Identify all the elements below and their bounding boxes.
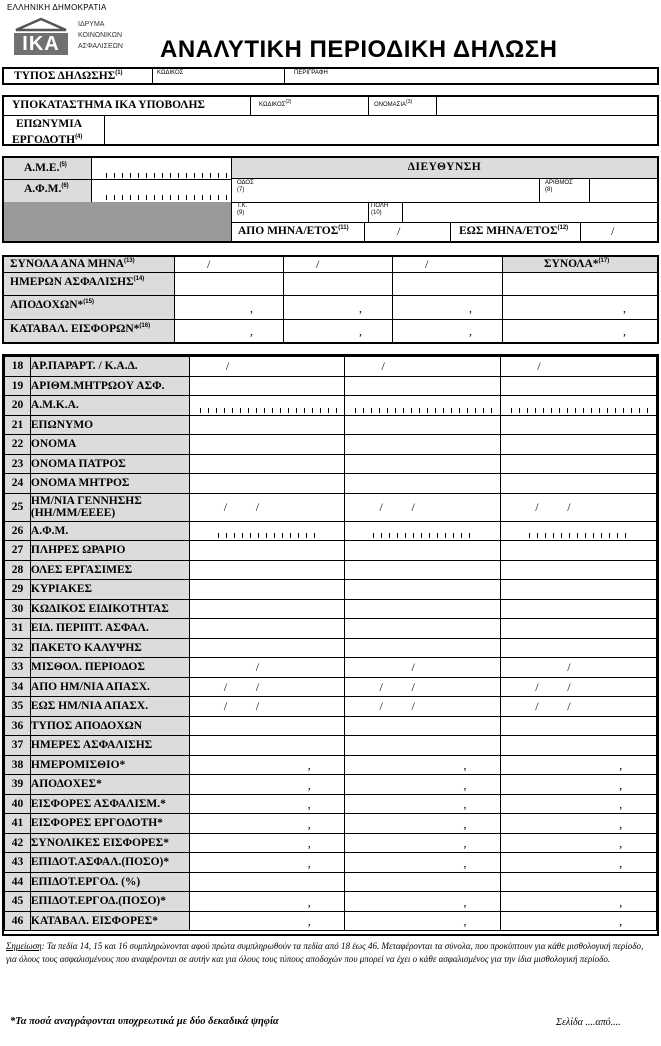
employee-row-34 [5, 677, 657, 697]
employee-row-21 [5, 415, 657, 435]
employee-2-field[interactable] [345, 454, 501, 474]
earnings-month3[interactable]: , [469, 301, 472, 315]
row-label: ΚΩΔΙΚΟΣ ΕΙΔΙΚΟΤΗΤΑΣ [30, 599, 189, 619]
paid-contributions-label [10, 323, 150, 335]
insured-days-label [10, 276, 144, 288]
earnings-month1[interactable]: , [250, 301, 253, 315]
employee-row-29 [5, 580, 657, 600]
note [6, 940, 656, 966]
afm-sup: (6) [61, 183, 69, 190]
row-number: 28 [5, 560, 31, 580]
employer-name-text: ΕΡΓΟΔΟΤΗ [12, 133, 76, 146]
employee-3-field[interactable] [501, 599, 657, 619]
employee-2-field[interactable]: , [345, 775, 501, 795]
type-code-field[interactable] [153, 69, 283, 83]
employee-row-30 [5, 599, 657, 619]
employee-3-field[interactable] [501, 560, 657, 580]
row-label: ΑΡΙΘΜ.ΜΗΤΡΩΟΥ ΑΣΦ. [30, 376, 189, 396]
employee-row-41 [5, 814, 657, 834]
employee-3-field[interactable]: / / [501, 493, 657, 521]
employee-3-field[interactable]: , [501, 892, 657, 912]
row-number: 18 [5, 357, 31, 377]
employee-3-field[interactable] [501, 415, 657, 435]
employee-row-26 [5, 521, 657, 541]
row-number: 19 [5, 376, 31, 396]
amounts-footnote: *Τα ποσά αναγράφονται υποχρεωτικά με δύο δεκαδικά ψηφία [10, 1016, 279, 1027]
branch-name-sup: (3) [406, 99, 413, 105]
employee-row-22 [5, 435, 657, 455]
row-number: 24 [5, 474, 31, 494]
row-number: 38 [5, 755, 31, 775]
insured-days-month3[interactable] [393, 273, 501, 295]
institute-line-3: ΑΣΦΑΛΙΣΕΩΝ [78, 43, 123, 50]
branch-code-text: ΚΩΔΙΚΟΣ [259, 102, 286, 108]
row-number: 32 [5, 638, 31, 658]
row-number: 22 [5, 435, 31, 455]
ame-label [24, 162, 67, 174]
to-month-label [459, 225, 568, 237]
employee-1-field[interactable]: , [189, 892, 345, 912]
row-label: ΟΛΕΣ ΕΡΓΑΣΙΜΕΣ [30, 560, 189, 580]
employee-2-field[interactable] [345, 638, 501, 658]
city-text: ΠΟΛΗ [371, 203, 389, 209]
grand-totals-label [544, 258, 609, 270]
page-title: ΑΝΑΛΥΤΙΚΗ ΠΕΡΙΟΔΙΚΗ ΔΗΛΩΣΗ [160, 36, 558, 63]
employer-name-sup: (4) [75, 134, 83, 140]
row-label: Α.Μ.Κ.Α. [30, 396, 189, 416]
employee-2-field[interactable] [345, 599, 501, 619]
zip-text: Τ.Κ. [237, 203, 248, 209]
row-number: 26 [5, 521, 31, 541]
to-month-sup: (12) [557, 225, 569, 232]
row-number: 25 [5, 493, 31, 521]
declaration-type-box [2, 67, 659, 85]
employee-row-40 [5, 794, 657, 814]
row-number: 43 [5, 853, 31, 873]
row-label: ΑΡ.ΠΑΡΑΡΤ. / Κ.Α.Δ. [30, 357, 189, 377]
insured-days-total[interactable] [503, 273, 657, 295]
row-label: ΕΩΣ ΗΜ/ΝΙΑ ΑΠΑΣΧ. [30, 697, 189, 717]
row-number: 46 [5, 911, 31, 931]
earnings-label [10, 299, 94, 311]
totals-box: ΣΥΝΟΛΑ ΑΝΑ ΜΗΝΑ$^{(13)}$ ΣΥΝΟΛΑ*$^{(17)}$ / / / ΗΜΕΡΩΝ ΑΣΦΑΛΙΣΗΣ$^{(14)}$ ΑΠΟΔΟΧΩΝ*$^{(15)}$ , , , , ΚΑΤΑΒΑΛ. ΕΙΣΦΟΡΩΝ*$^{(16)}$ , , , , [2, 255, 659, 344]
city-sup: (10) [371, 210, 382, 216]
earnings-month2[interactable]: , [359, 301, 362, 315]
zip-sup: (9) [237, 210, 245, 216]
row-number: 36 [5, 716, 31, 736]
employee-1-field[interactable]: / / [189, 677, 345, 697]
row-label: ΚΑΤΑΒΑΛ. ΕΙΣΦΟΡΕΣ* [30, 911, 189, 931]
employee-row-20 [5, 396, 657, 416]
employee-2-field[interactable] [345, 580, 501, 600]
from-month-text: ΑΠΟ ΜΗΝΑ/ΕΤΟΣ [238, 225, 339, 237]
row-label: ΟΝΟΜΑ [30, 435, 189, 455]
employee-row-25 [5, 493, 657, 521]
employee-1-field[interactable]: / [189, 357, 345, 377]
employee-2-field[interactable]: / / [345, 493, 501, 521]
grand-totals-text: ΣΥΝΟΛΑ* [544, 258, 599, 270]
employee-3-field[interactable] [501, 580, 657, 600]
employee-1-field[interactable]: , [189, 775, 345, 795]
employee-3-field[interactable] [501, 521, 657, 541]
employee-1-field[interactable] [189, 435, 345, 455]
employee-3-field[interactable] [501, 541, 657, 561]
employee-2-field[interactable]: , [345, 892, 501, 912]
employer-name-label-line1: ΕΠΩΝΥΜΙΑ [16, 118, 83, 130]
employer-name-label [12, 118, 82, 147]
paid-contributions-text: ΚΑΤΑΒΑΛ. ΕΙΣΦΟΡΩΝ* [10, 323, 140, 335]
employee-2-field[interactable] [345, 872, 501, 892]
employee-2-field[interactable]: / / [345, 697, 501, 717]
branch-code-field[interactable] [251, 97, 367, 115]
employee-3-field[interactable] [501, 736, 657, 756]
employee-3-field[interactable] [501, 619, 657, 639]
row-label-line2: (ΗΗ/ΜΜ/ΕΕΕΕ) [30, 507, 116, 519]
row-label: ΕΠΙΔΟΤ.ΑΣΦΑΛ.(ΠΟΣΟ)* [30, 853, 189, 873]
row-label: ΑΠΟΔΟΧΕΣ* [30, 775, 189, 795]
paid-contributions-sup: (16) [139, 323, 151, 330]
employee-1-field[interactable]: , [189, 833, 345, 853]
paid-contributions-total[interactable]: , [623, 324, 626, 338]
employee-row-27 [5, 541, 657, 561]
employee-3-field[interactable] [501, 454, 657, 474]
employee-1-field[interactable] [189, 376, 345, 396]
type-code-label: ΚΩΔΙΚΟΣ [157, 70, 184, 76]
totals-per-month-sup: (13) [123, 258, 135, 265]
institute-name [78, 19, 123, 52]
row-label: ΣΥΝΟΛΙΚΕΣ ΕΙΣΦΟΡΕΣ* [30, 833, 189, 853]
employee-2-field[interactable] [345, 435, 501, 455]
row-number: 31 [5, 619, 31, 639]
row-label [30, 493, 189, 521]
employee-2-field[interactable]: / [345, 658, 501, 678]
note-text: : Τα πεδία 14, 15 και 16 συμπληρώνονται αφού πρώτα συμπληρωθούν τα πεδία από 18 έως 46. Μεταφέρονται τα σύνολα, που προκύπτουν για κάθε μισθολογική περίοδο, για όλους τους ασφαλισμένους που αναφέρονται σε αυτήν και για όλους τους τύπους αποδοχών που μπορεί να έχει ο κάθε ασφαλισμένος για την ίδια μισθολογική περίοδο. [6, 941, 644, 964]
street-number-field[interactable] [590, 179, 657, 201]
row-number: 30 [5, 599, 31, 619]
street-sup: (7) [237, 187, 245, 193]
ame-sup: (5) [59, 162, 67, 169]
totals-per-month-label [10, 258, 135, 270]
row-label: Α.Φ.Μ. [30, 521, 189, 541]
row-number: 20 [5, 396, 31, 416]
employee-1-field[interactable] [189, 454, 345, 474]
employer-shaded-area [4, 202, 231, 241]
row-label-line1: ΗΜ/ΝΙΑ ΓΕΝΝΗΣΗΣ [30, 495, 142, 507]
employee-1-field[interactable]: , [189, 755, 345, 775]
employee-3-field[interactable]: , [501, 755, 657, 775]
employee-2-field[interactable] [345, 619, 501, 639]
employee-row-42 [5, 833, 657, 853]
employee-1-field[interactable] [189, 872, 345, 892]
from-month-label [238, 225, 349, 237]
row-label: ΕΠΩΝΥΜΟ [30, 415, 189, 435]
employee-row-46 [5, 911, 657, 931]
declaration-type-text: ΤΥΠΟΣ ΔΗΛΩΣΗΣ [14, 70, 116, 82]
branch-code-sup: (2) [285, 99, 292, 105]
row-label: ΟΝΟΜΑ ΜΗΤΡΟΣ [30, 474, 189, 494]
totals-per-month-text: ΣΥΝΟΛΑ ΑΝΑ ΜΗΝΑ [10, 258, 124, 270]
row-number: 37 [5, 736, 31, 756]
employer-name-label-line2 [12, 131, 82, 147]
row-number: 34 [5, 677, 31, 697]
employee-row-38 [5, 755, 657, 775]
earnings-total[interactable]: , [623, 301, 626, 315]
employee-1-field[interactable] [189, 415, 345, 435]
employee-row-23 [5, 454, 657, 474]
employee-3-field[interactable] [501, 638, 657, 658]
ika-logo [12, 15, 70, 57]
employee-1-field[interactable]: / / [189, 493, 345, 521]
employee-2-field[interactable]: , [345, 853, 501, 873]
employee-2-field[interactable] [345, 716, 501, 736]
from-month-sup: (11) [338, 225, 349, 232]
employee-1-field[interactable]: , [189, 911, 345, 931]
insured-days-sup: (14) [133, 276, 145, 283]
branch-name-text: ΟΝΟΜΑΣΙΑ [374, 102, 407, 108]
insured-days-text: ΗΜΕΡΩΝ ΑΣΦΑΛΙΣΗΣ [10, 276, 134, 288]
earnings-sup: (15) [83, 299, 94, 306]
employee-row-35 [5, 697, 657, 717]
row-label: ΟΝΟΜΑ ΠΑΤΡΟΣ [30, 454, 189, 474]
employee-1-field[interactable] [189, 638, 345, 658]
row-number: 42 [5, 833, 31, 853]
paid-contributions-month1[interactable]: , [250, 324, 253, 338]
employee-row-44 [5, 872, 657, 892]
branch-name-field[interactable] [369, 97, 657, 115]
employee-3-field[interactable]: , [501, 814, 657, 834]
employee-1-field[interactable]: / [189, 658, 345, 678]
institute-line-2: ΚΟΙΝΩΝΙΚΩΝ [78, 32, 123, 39]
employee-1-field[interactable]: , [189, 814, 345, 834]
employee-row-19 [5, 376, 657, 396]
employer-name-field[interactable] [105, 116, 657, 144]
to-month-field[interactable]: / [611, 224, 615, 238]
employee-1-field[interactable] [189, 716, 345, 736]
employee-3-field[interactable] [501, 396, 657, 416]
paid-contributions-month2[interactable]: , [359, 324, 362, 338]
employee-2-field[interactable]: , [345, 911, 501, 931]
row-number: 33 [5, 658, 31, 678]
employee-1-field[interactable] [189, 474, 345, 494]
branch-box [2, 95, 659, 146]
insured-days-month1[interactable] [175, 273, 282, 295]
to-month-text: ΕΩΣ ΜΗΝΑ/ΕΤΟΣ [459, 225, 558, 237]
employee-2-field[interactable]: , [345, 794, 501, 814]
afm-text: Α.Φ.Μ. [24, 183, 62, 195]
row-label: ΕΠΙΔΟΤ.ΕΡΓΟΔ. (%) [30, 872, 189, 892]
employee-2-field[interactable] [345, 521, 501, 541]
employee-2-field[interactable] [345, 736, 501, 756]
ame-text: Α.Μ.Ε. [24, 162, 60, 174]
paid-contributions-month3[interactable]: , [469, 324, 472, 338]
employee-3-field[interactable]: , [501, 794, 657, 814]
row-label: ΗΜΕΡΟΜΙΣΘΙΟ* [30, 755, 189, 775]
employee-1-field[interactable] [189, 580, 345, 600]
employee-2-field[interactable]: , [345, 833, 501, 853]
ika-logo-text: ΙΚΑ [22, 33, 60, 55]
note-heading: Σημείωση [6, 941, 42, 951]
employee-3-field[interactable]: , [501, 833, 657, 853]
street-number-label [545, 180, 573, 194]
row-number: 29 [5, 580, 31, 600]
row-number: 45 [5, 892, 31, 912]
employee-3-field[interactable]: , [501, 911, 657, 931]
row-label: ΜΙΣΘΟΛ. ΠΕΡΙΟΔΟΣ [30, 658, 189, 678]
employee-3-field[interactable] [501, 716, 657, 736]
employee-3-field[interactable]: , [501, 853, 657, 873]
employee-2-field[interactable] [345, 560, 501, 580]
employee-1-field[interactable]: , [189, 853, 345, 873]
row-number: 23 [5, 454, 31, 474]
employee-row-39 [5, 775, 657, 795]
employee-row-32 [5, 638, 657, 658]
employee-3-field[interactable] [501, 376, 657, 396]
row-number: 44 [5, 872, 31, 892]
from-month-field[interactable]: / [397, 224, 401, 238]
row-number: 41 [5, 814, 31, 834]
employee-grid [4, 356, 657, 931]
employee-2-field[interactable] [345, 396, 501, 416]
row-label: ΕΠΙΔΟΤ.ΕΡΓΟΔ.(ΠΟΣΟ)* [30, 892, 189, 912]
street-number-sup: (8) [545, 187, 553, 193]
city-field[interactable] [403, 203, 657, 222]
employee-3-field[interactable] [501, 474, 657, 494]
row-label: ΕΙΔ. ΠΕΡΙΠΤ. ΑΣΦΑΛ. [30, 619, 189, 639]
employee-2-field[interactable]: , [345, 755, 501, 775]
row-label: ΑΠΟ ΗΜ/ΝΙΑ ΑΠΑΣΧ. [30, 677, 189, 697]
employee-row-43 [5, 853, 657, 873]
employer-box [2, 156, 659, 243]
employee-2-field[interactable]: / / [345, 677, 501, 697]
employee-1-field[interactable]: , [189, 794, 345, 814]
city-label [371, 203, 388, 217]
street-field[interactable] [232, 179, 538, 201]
row-number: 21 [5, 415, 31, 435]
employee-row-28 [5, 560, 657, 580]
employee-row-36 [5, 716, 657, 736]
row-label: ΚΥΡΙΑΚΕΣ [30, 580, 189, 600]
employee-2-field[interactable] [345, 474, 501, 494]
employee-2-field[interactable]: , [345, 814, 501, 834]
employee-3-field[interactable] [501, 872, 657, 892]
earnings-text: ΑΠΟΔΟΧΩΝ* [10, 299, 84, 311]
employee-row-45 [5, 892, 657, 912]
employee-row-18 [5, 357, 657, 377]
employee-1-field[interactable] [189, 736, 345, 756]
republic-label: ΕΛΛΗΝΙΚΗ ΔΗΜΟΚΡΑΤΙΑ [7, 3, 107, 12]
afm-label [24, 183, 69, 195]
row-label: ΕΙΣΦΟΡΕΣ ΑΣΦΑΛΙΣΜ.* [30, 794, 189, 814]
street-number-text: ΑΡΙΘΜΟΣ [545, 180, 573, 186]
employee-3-field[interactable]: / [501, 357, 657, 377]
employee-1-field[interactable] [189, 560, 345, 580]
row-label: ΠΛΗΡΕΣ ΩΡΑΡΙΟ [30, 541, 189, 561]
declaration-type-label [14, 70, 123, 82]
employee-3-field[interactable] [501, 435, 657, 455]
employee-1-field[interactable] [189, 521, 345, 541]
employee-1-field[interactable]: / / [189, 697, 345, 717]
type-description-label: ΠΕΡΙΓΡΑΦΗ [294, 70, 328, 76]
employee-3-field[interactable]: / [501, 658, 657, 678]
row-number: 35 [5, 697, 31, 717]
row-number: 39 [5, 775, 31, 795]
row-number: 27 [5, 541, 31, 561]
row-label: ΕΙΣΦΟΡΕΣ ΕΡΓΟΔΟΤΗ* [30, 814, 189, 834]
employee-row-24 [5, 474, 657, 494]
address-header: ΔΙΕΥΘΥΝΣΗ [407, 161, 482, 173]
grand-totals-sup: (17) [598, 258, 610, 265]
row-label: ΠΑΚΕΤΟ ΚΑΛΥΨΗΣ [30, 638, 189, 658]
employee-1-field[interactable] [189, 599, 345, 619]
page-counter: Σελίδα ....από.... [556, 1017, 621, 1028]
employee-2-field[interactable] [345, 541, 501, 561]
employee-1-field[interactable] [189, 396, 345, 416]
institute-line-1: ΙΔΡΥΜΑ [78, 21, 105, 28]
employee-2-field[interactable] [345, 415, 501, 435]
row-label: ΤΥΠΟΣ ΑΠΟΔΟΧΩΝ [30, 716, 189, 736]
street-text: ΟΔΟΣ [237, 180, 254, 186]
insured-days-month2[interactable] [284, 273, 391, 295]
zip-field[interactable] [232, 203, 367, 222]
employee-3-field[interactable]: / / [501, 677, 657, 697]
employee-row-33 [5, 658, 657, 678]
row-label: ΗΜΕΡΕΣ ΑΣΦΑΛΙΣΗΣ [30, 736, 189, 756]
branch-label: ΥΠΟΚΑΤΑΣΤΗΜΑ ΙΚΑ ΥΠΟΒΟΛΗΣ [12, 99, 205, 111]
employee-1-field[interactable] [189, 619, 345, 639]
employee-row-31 [5, 619, 657, 639]
employee-3-field[interactable]: , [501, 775, 657, 795]
employee-3-field[interactable]: / / [501, 697, 657, 717]
employee-2-field[interactable]: / [345, 357, 501, 377]
employee-row-37 [5, 736, 657, 756]
employee-2-field[interactable] [345, 376, 501, 396]
type-description-field[interactable] [285, 69, 657, 83]
employee-1-field[interactable] [189, 541, 345, 561]
declaration-type-sup: (1) [115, 70, 123, 77]
row-number: 40 [5, 794, 31, 814]
